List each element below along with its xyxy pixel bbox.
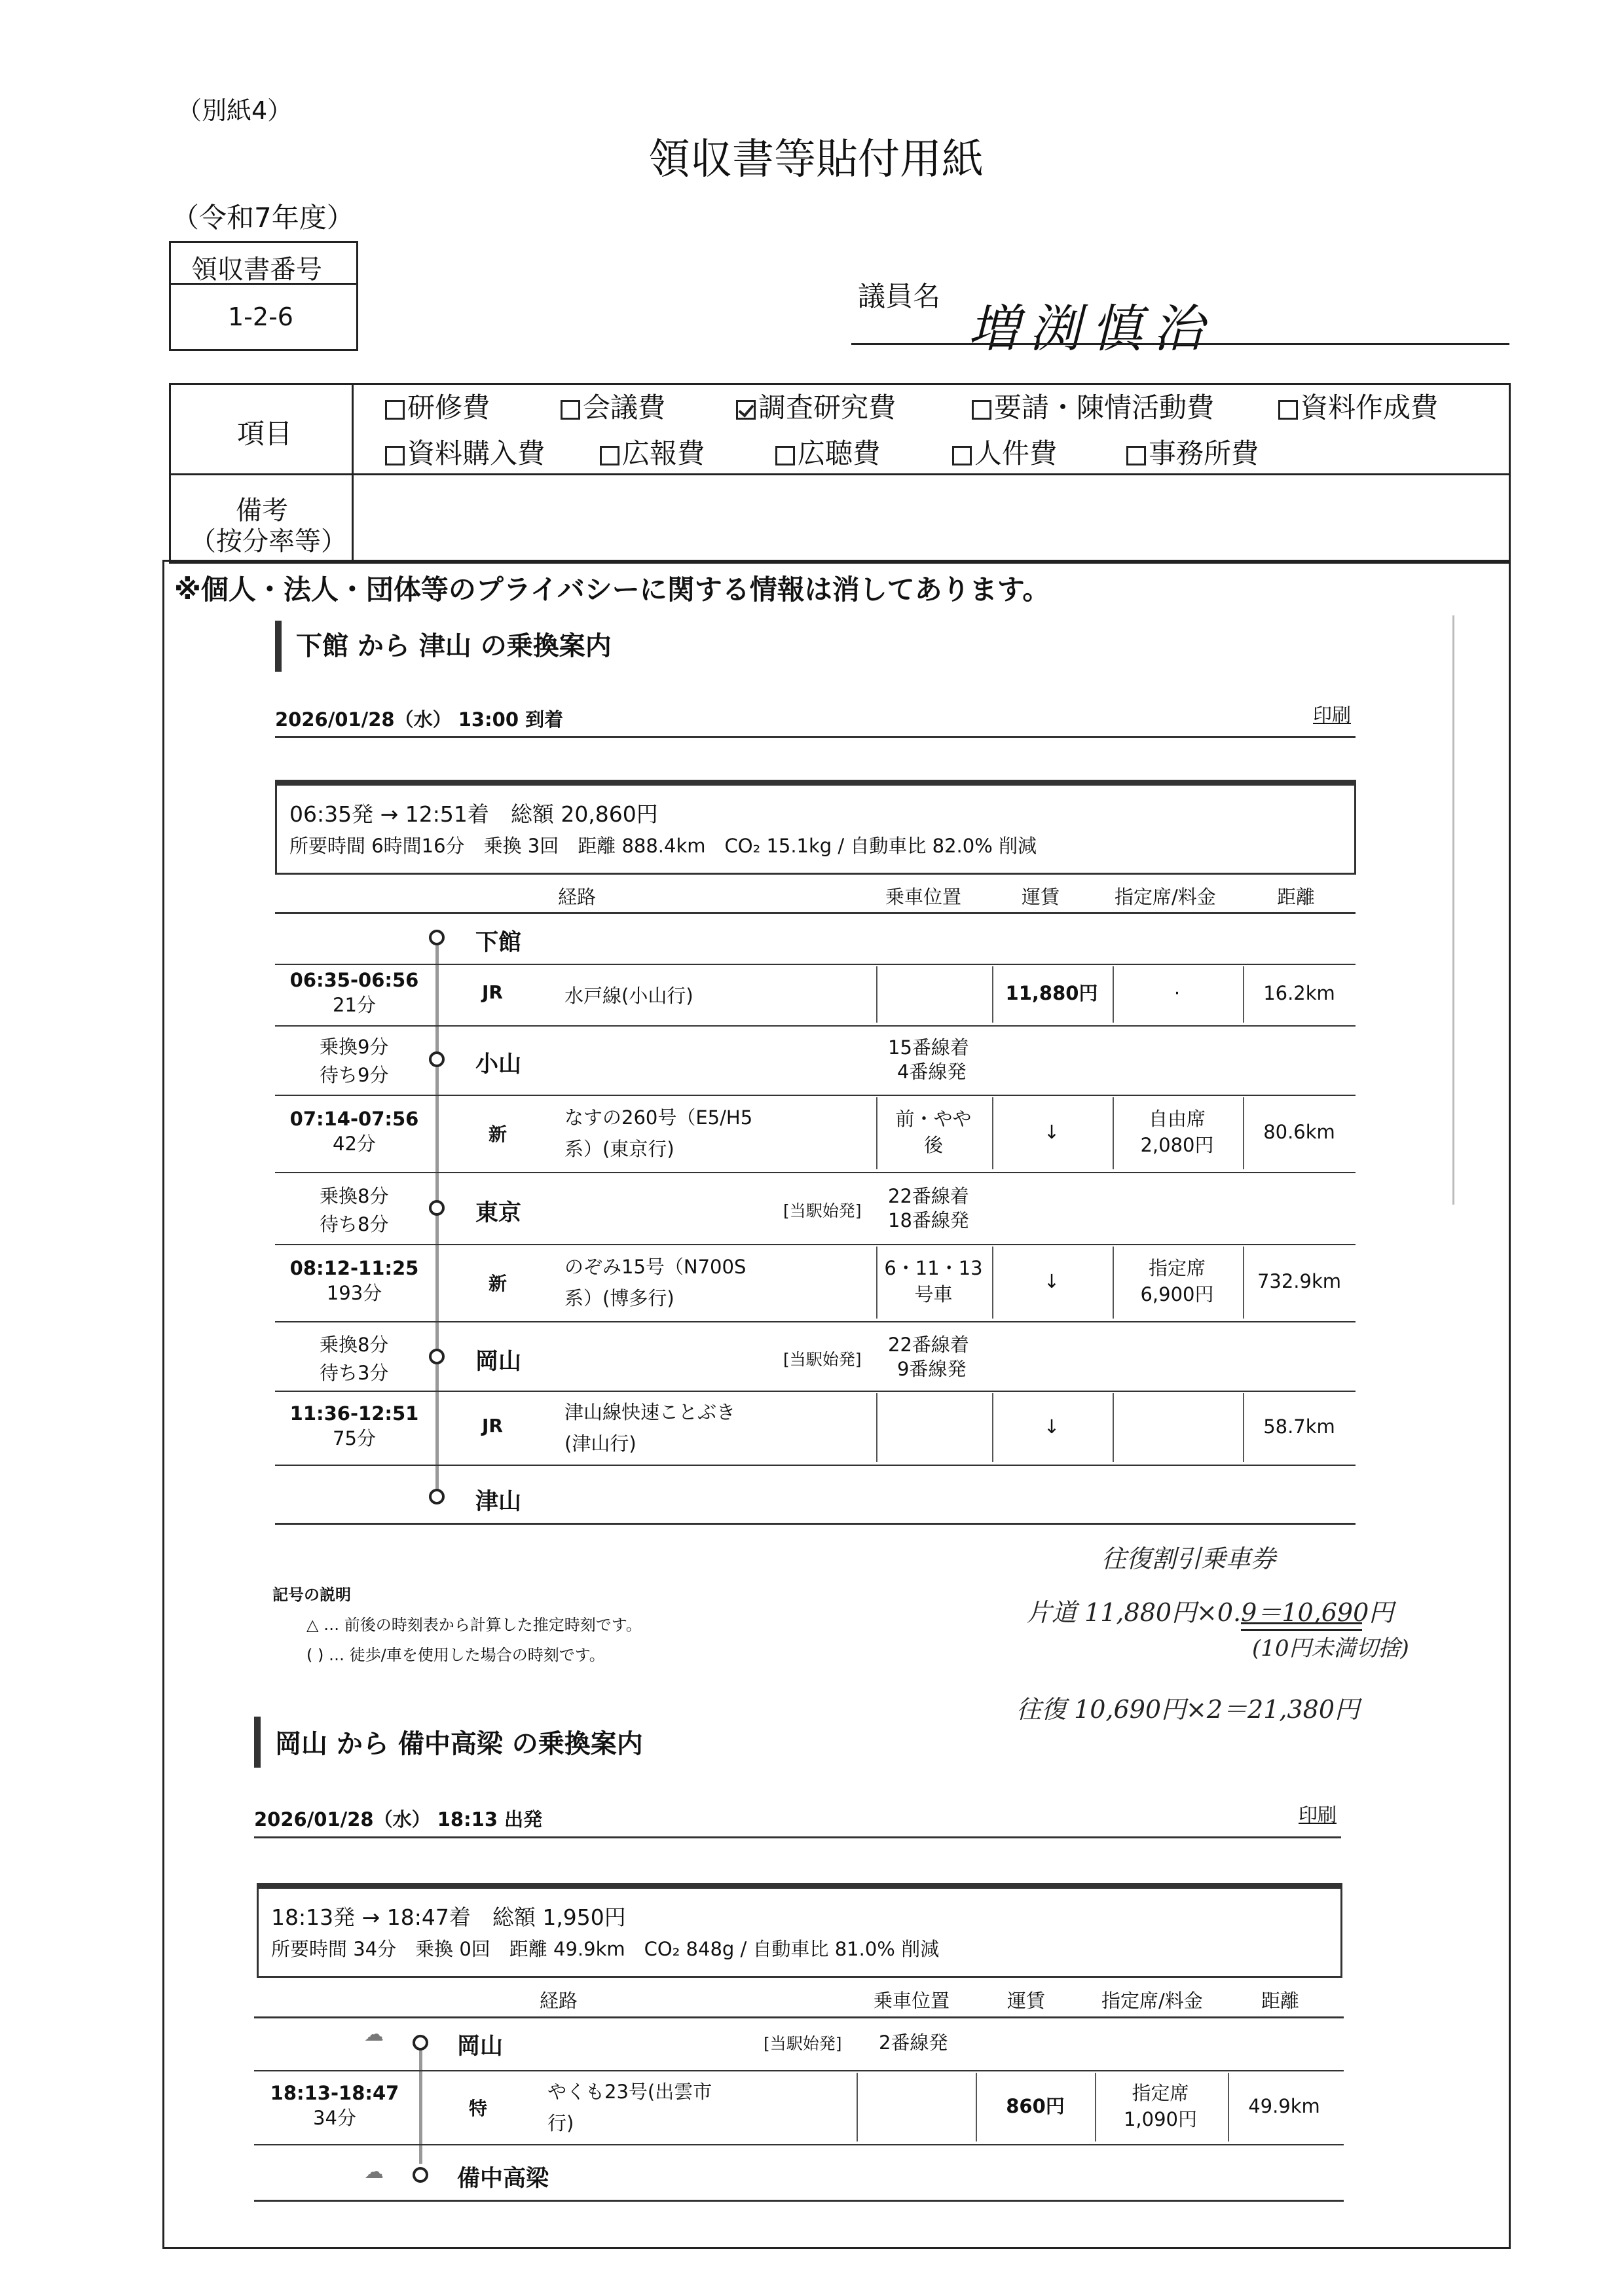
- station-node: [429, 1349, 445, 1364]
- platform-arrive: 22番線着: [888, 1334, 969, 1356]
- route2-summary-times: 18:13発 → 18:47着 総額 1,950円: [271, 1904, 626, 1930]
- platform-depart: 2番線発: [879, 2032, 948, 2054]
- member-signature: 増渕慎治: [968, 300, 1215, 359]
- weather-cloud-icon: ☁: [364, 2023, 384, 2046]
- route1-title-bar: [275, 621, 282, 672]
- leg-time: 18:13-18:47: [270, 2081, 399, 2104]
- cell-divider: [992, 1393, 993, 1462]
- train-icon: JR: [482, 981, 503, 1003]
- checkbox-icon[interactable]: [1126, 446, 1146, 465]
- leg-time: 06:35-06:56: [289, 969, 419, 991]
- category-label: 広聴費: [798, 437, 881, 469]
- route2-header-position: 乗車位置: [874, 1990, 950, 2012]
- station-okayama: 岡山: [475, 1349, 522, 1375]
- route2-header-route: 経路: [540, 1990, 578, 2012]
- cell-divider: [1113, 1097, 1114, 1169]
- checkbox-icon[interactable]: [561, 400, 580, 420]
- station-tokyo: 東京: [475, 1200, 522, 1226]
- leg-duration: 193分: [326, 1282, 382, 1304]
- leg-line-name: 水戸線(小山行): [564, 985, 693, 1007]
- attachment-label: （別紙4）: [177, 96, 293, 125]
- cell-divider: [1243, 1393, 1244, 1462]
- station-bitchu-takahashi: 備中高梁: [457, 2166, 549, 2192]
- route2-header-reserved: 指定席/料金: [1101, 1990, 1203, 2012]
- leg-fare: ↓: [1043, 1121, 1060, 1143]
- train-icon: 新: [489, 1123, 507, 1145]
- leg-line-name: (津山行): [564, 1432, 637, 1455]
- leg-line-name: 系）(博多行): [564, 1287, 674, 1309]
- remarks-sublabel: （按分率等）: [190, 526, 347, 556]
- remarks-label: 備考: [236, 496, 288, 526]
- fiscal-year: （令和7年度）: [172, 202, 354, 234]
- route2-title: 岡山 から 備中高梁 の乗換案内: [275, 1729, 643, 1759]
- category-item[interactable]: [736, 386, 896, 426]
- train-icon: JR: [482, 1414, 503, 1436]
- route2-print-link[interactable]: 印刷: [1299, 1804, 1337, 1826]
- leg-line-name: 行): [547, 2111, 574, 2134]
- leg-line-name: やくも23号(出雲市: [547, 2080, 712, 2103]
- leg-distance: 16.2km: [1263, 982, 1335, 1004]
- route1-print-link[interactable]: 印刷: [1313, 704, 1352, 726]
- checkbox-icon[interactable]: [385, 400, 405, 420]
- route1-summary-times: 06:35発 → 12:51着 総額 20,860円: [289, 801, 658, 827]
- station-node: [413, 2035, 428, 2050]
- leg-time: 11:36-12:51: [289, 1402, 419, 1425]
- train-icon: 新: [489, 1273, 507, 1294]
- station-tsuyama: 津山: [475, 1489, 522, 1515]
- cell-divider: [876, 1097, 877, 1169]
- leg-duration: 34分: [313, 2106, 356, 2129]
- route1-summary-stats: 所要時間 6時間16分 乗換 3回 距離 888.4km CO₂ 15.1kg / 自動車比 82.0% 削減: [289, 835, 1037, 857]
- leg-line-name: 系）(東京行): [564, 1138, 674, 1160]
- route1-title: 下館 から 津山 の乗換案内: [296, 631, 612, 661]
- route1-header-fare: 運賃: [1022, 886, 1060, 908]
- station-node: [413, 2167, 428, 2183]
- station-node: [429, 1200, 445, 1216]
- legend-walking: ( ) … 徒歩/車を使用した場合の時刻です。: [306, 1646, 605, 1664]
- checked-checkbox-icon[interactable]: [736, 400, 756, 420]
- leg-reserved-type: 指定席: [1132, 2081, 1189, 2104]
- route2-title-bar: [254, 1717, 261, 1768]
- category-item[interactable]: [385, 432, 545, 471]
- wait-time: 待ち3分: [320, 1362, 389, 1384]
- handwritten-roundtrip-calc: 往復 10,690円×2＝21,380円: [1016, 1695, 1360, 1724]
- checkbox-icon[interactable]: [972, 400, 991, 420]
- route2-date: 2026/01/28（水） 18:13 出発: [254, 1808, 543, 1831]
- handwritten-oneway-calc: 片道 11,880円×0.9＝10,690円: [1027, 1598, 1394, 1627]
- station-node: [429, 930, 445, 945]
- receipt-number: 1-2-6: [228, 302, 293, 331]
- cell-divider: [1243, 966, 1244, 1023]
- cell-divider: [992, 966, 993, 1023]
- route2-header-fare: 運賃: [1007, 1990, 1046, 2012]
- leg-time: 08:12-11:25: [289, 1257, 419, 1279]
- category-item[interactable]: [600, 432, 705, 471]
- category-label: 研修費: [407, 392, 490, 424]
- leg-duration: 21分: [333, 994, 376, 1016]
- route1-header-distance: 距離: [1277, 886, 1316, 908]
- platform-depart: 9番線発: [897, 1358, 967, 1380]
- station-node: [429, 1489, 445, 1504]
- platform-depart: 18番線発: [888, 1209, 969, 1231]
- cell-divider: [1113, 1247, 1114, 1319]
- cell-divider: [876, 966, 877, 1023]
- station-shimodate: 下館: [475, 930, 522, 956]
- platform-arrive: 15番線着: [888, 1036, 969, 1059]
- route2-summary: [257, 1886, 1342, 1978]
- leg-duration: 75分: [333, 1427, 376, 1449]
- leg-time: 07:14-07:56: [289, 1108, 419, 1130]
- cell-divider: [1095, 2073, 1096, 2141]
- checkbox-icon[interactable]: [600, 446, 619, 465]
- route1-date: 2026/01/28（水） 13:00 到着: [275, 708, 564, 731]
- category-item[interactable]: [385, 386, 490, 426]
- route1-header-position: 乗車位置: [885, 886, 962, 908]
- platform-arrive: 22番線着: [888, 1185, 969, 1207]
- privacy-note: ※個人・法人・団体等のプライバシーに関する情報は消してあります。: [174, 574, 1050, 606]
- cell-divider: [992, 1097, 993, 1169]
- category-label: 広報費: [622, 437, 705, 469]
- legend-estimated: △ … 前後の時刻表から計算した推定時刻です。: [306, 1616, 642, 1634]
- station-oyama: 小山: [475, 1051, 522, 1078]
- leg-position: 前・やや: [895, 1108, 972, 1130]
- cell-divider: [1113, 1393, 1114, 1462]
- leg-reserved-fee: 1,090円: [1123, 2107, 1198, 2130]
- leg-position: 6・11・13: [884, 1257, 983, 1279]
- cell-divider: [876, 1393, 877, 1462]
- weather-cloud-icon: ☁: [364, 2160, 384, 2183]
- category-item[interactable]: [1126, 432, 1259, 471]
- cell-divider: [876, 1247, 877, 1319]
- category-item[interactable]: [972, 386, 1214, 426]
- leg-line-name: なすの260号（E5/H5: [564, 1106, 753, 1129]
- leg-fare: ↓: [1043, 1270, 1060, 1292]
- checkbox-icon[interactable]: [775, 446, 795, 465]
- platform-depart: 4番線発: [897, 1061, 967, 1083]
- category-label: 要請・陳情活動費: [994, 392, 1215, 424]
- legend-title: 記号の説明: [272, 1586, 351, 1604]
- station-node: [429, 1051, 445, 1067]
- train-icon: 特: [469, 2097, 488, 2119]
- handwritten-discount-note: 往復割引乗車券: [1101, 1544, 1276, 1573]
- leg-reserved-fee: 2,080円: [1140, 1134, 1214, 1156]
- route2-summary-stats: 所要時間 34分 乗換 0回 距離 49.9km CO₂ 848g / 自動車比 81.0% 削減: [271, 1938, 940, 1960]
- transfer-time: 乗換8分: [320, 1334, 389, 1356]
- route1-header-reserved: 指定席/料金: [1115, 886, 1216, 908]
- leg-reserved-type: 自由席: [1148, 1108, 1206, 1130]
- item-label: 項目: [237, 418, 293, 450]
- checkbox-icon[interactable]: [385, 446, 405, 465]
- category-item[interactable]: [1278, 386, 1438, 426]
- category-label: 調査研究費: [758, 392, 896, 424]
- origin-tag: [当駅始発]: [783, 1350, 862, 1369]
- route1-header-route: 経路: [558, 886, 597, 908]
- cell-divider: [1113, 966, 1114, 1023]
- leg-line-name: 津山線快速ことぶき: [564, 1400, 736, 1423]
- cell-divider: [1228, 2073, 1229, 2141]
- cell-divider: [992, 1247, 993, 1319]
- leg-position: 後: [923, 1134, 943, 1156]
- category-label: 会議費: [583, 392, 666, 424]
- receipt-number-label: 領収書番号: [191, 255, 322, 285]
- signature-line: [851, 343, 1509, 345]
- station-okayama-2: 岡山: [457, 2033, 504, 2060]
- leg-fare: ↓: [1043, 1415, 1060, 1438]
- checkbox-icon[interactable]: [1278, 400, 1298, 420]
- leg-distance: 58.7km: [1263, 1415, 1335, 1438]
- route2-header-distance: 距離: [1261, 1990, 1300, 2012]
- origin-tag: [当駅始発]: [783, 1201, 862, 1220]
- route2-track: [419, 2046, 422, 2164]
- leg-reserved-fee: 6,900円: [1140, 1283, 1214, 1305]
- leg-distance: 49.9km: [1248, 2094, 1320, 2117]
- transfer-time: 乗換9分: [320, 1036, 389, 1058]
- cell-divider: [857, 2073, 858, 2141]
- checkbox-icon[interactable]: [952, 446, 972, 465]
- leg-reserved-type: ·: [1173, 982, 1181, 1004]
- leg-line-name: のぞみ15号（N700S: [564, 1256, 747, 1278]
- leg-fare: 11,880円: [1005, 982, 1098, 1004]
- leg-distance: 80.6km: [1263, 1121, 1335, 1143]
- transfer-time: 乗換8分: [320, 1185, 389, 1207]
- category-item[interactable]: [952, 432, 1057, 471]
- category-label: 資料作成費: [1301, 392, 1439, 424]
- leg-duration: 42分: [333, 1133, 376, 1155]
- category-label: 人件費: [974, 437, 1058, 469]
- cell-divider: [1243, 1097, 1244, 1169]
- leg-fare: 860円: [1006, 2094, 1065, 2117]
- cell-divider: [976, 2073, 977, 2141]
- wait-time: 待ち8分: [320, 1213, 389, 1235]
- wait-time: 待ち9分: [320, 1064, 389, 1086]
- category-item[interactable]: [561, 386, 665, 426]
- member-name-label: 議員名: [858, 280, 941, 312]
- category-item[interactable]: [775, 432, 880, 471]
- cell-divider: [1243, 1247, 1244, 1319]
- route1-summary: [275, 782, 1356, 875]
- leg-distance: 732.9km: [1257, 1270, 1342, 1292]
- leg-reserved-type: 指定席: [1148, 1257, 1206, 1279]
- leg-position: 号車: [914, 1283, 953, 1305]
- category-label: 資料購入費: [407, 437, 545, 469]
- route1-track: [435, 940, 439, 1497]
- origin-tag: [当駅始発]: [764, 2034, 842, 2053]
- document-title: 領収書等貼付用紙: [648, 136, 984, 184]
- handwritten-rounding-note: (10円未満切捨): [1252, 1635, 1409, 1662]
- category-label: 事務所費: [1149, 437, 1259, 469]
